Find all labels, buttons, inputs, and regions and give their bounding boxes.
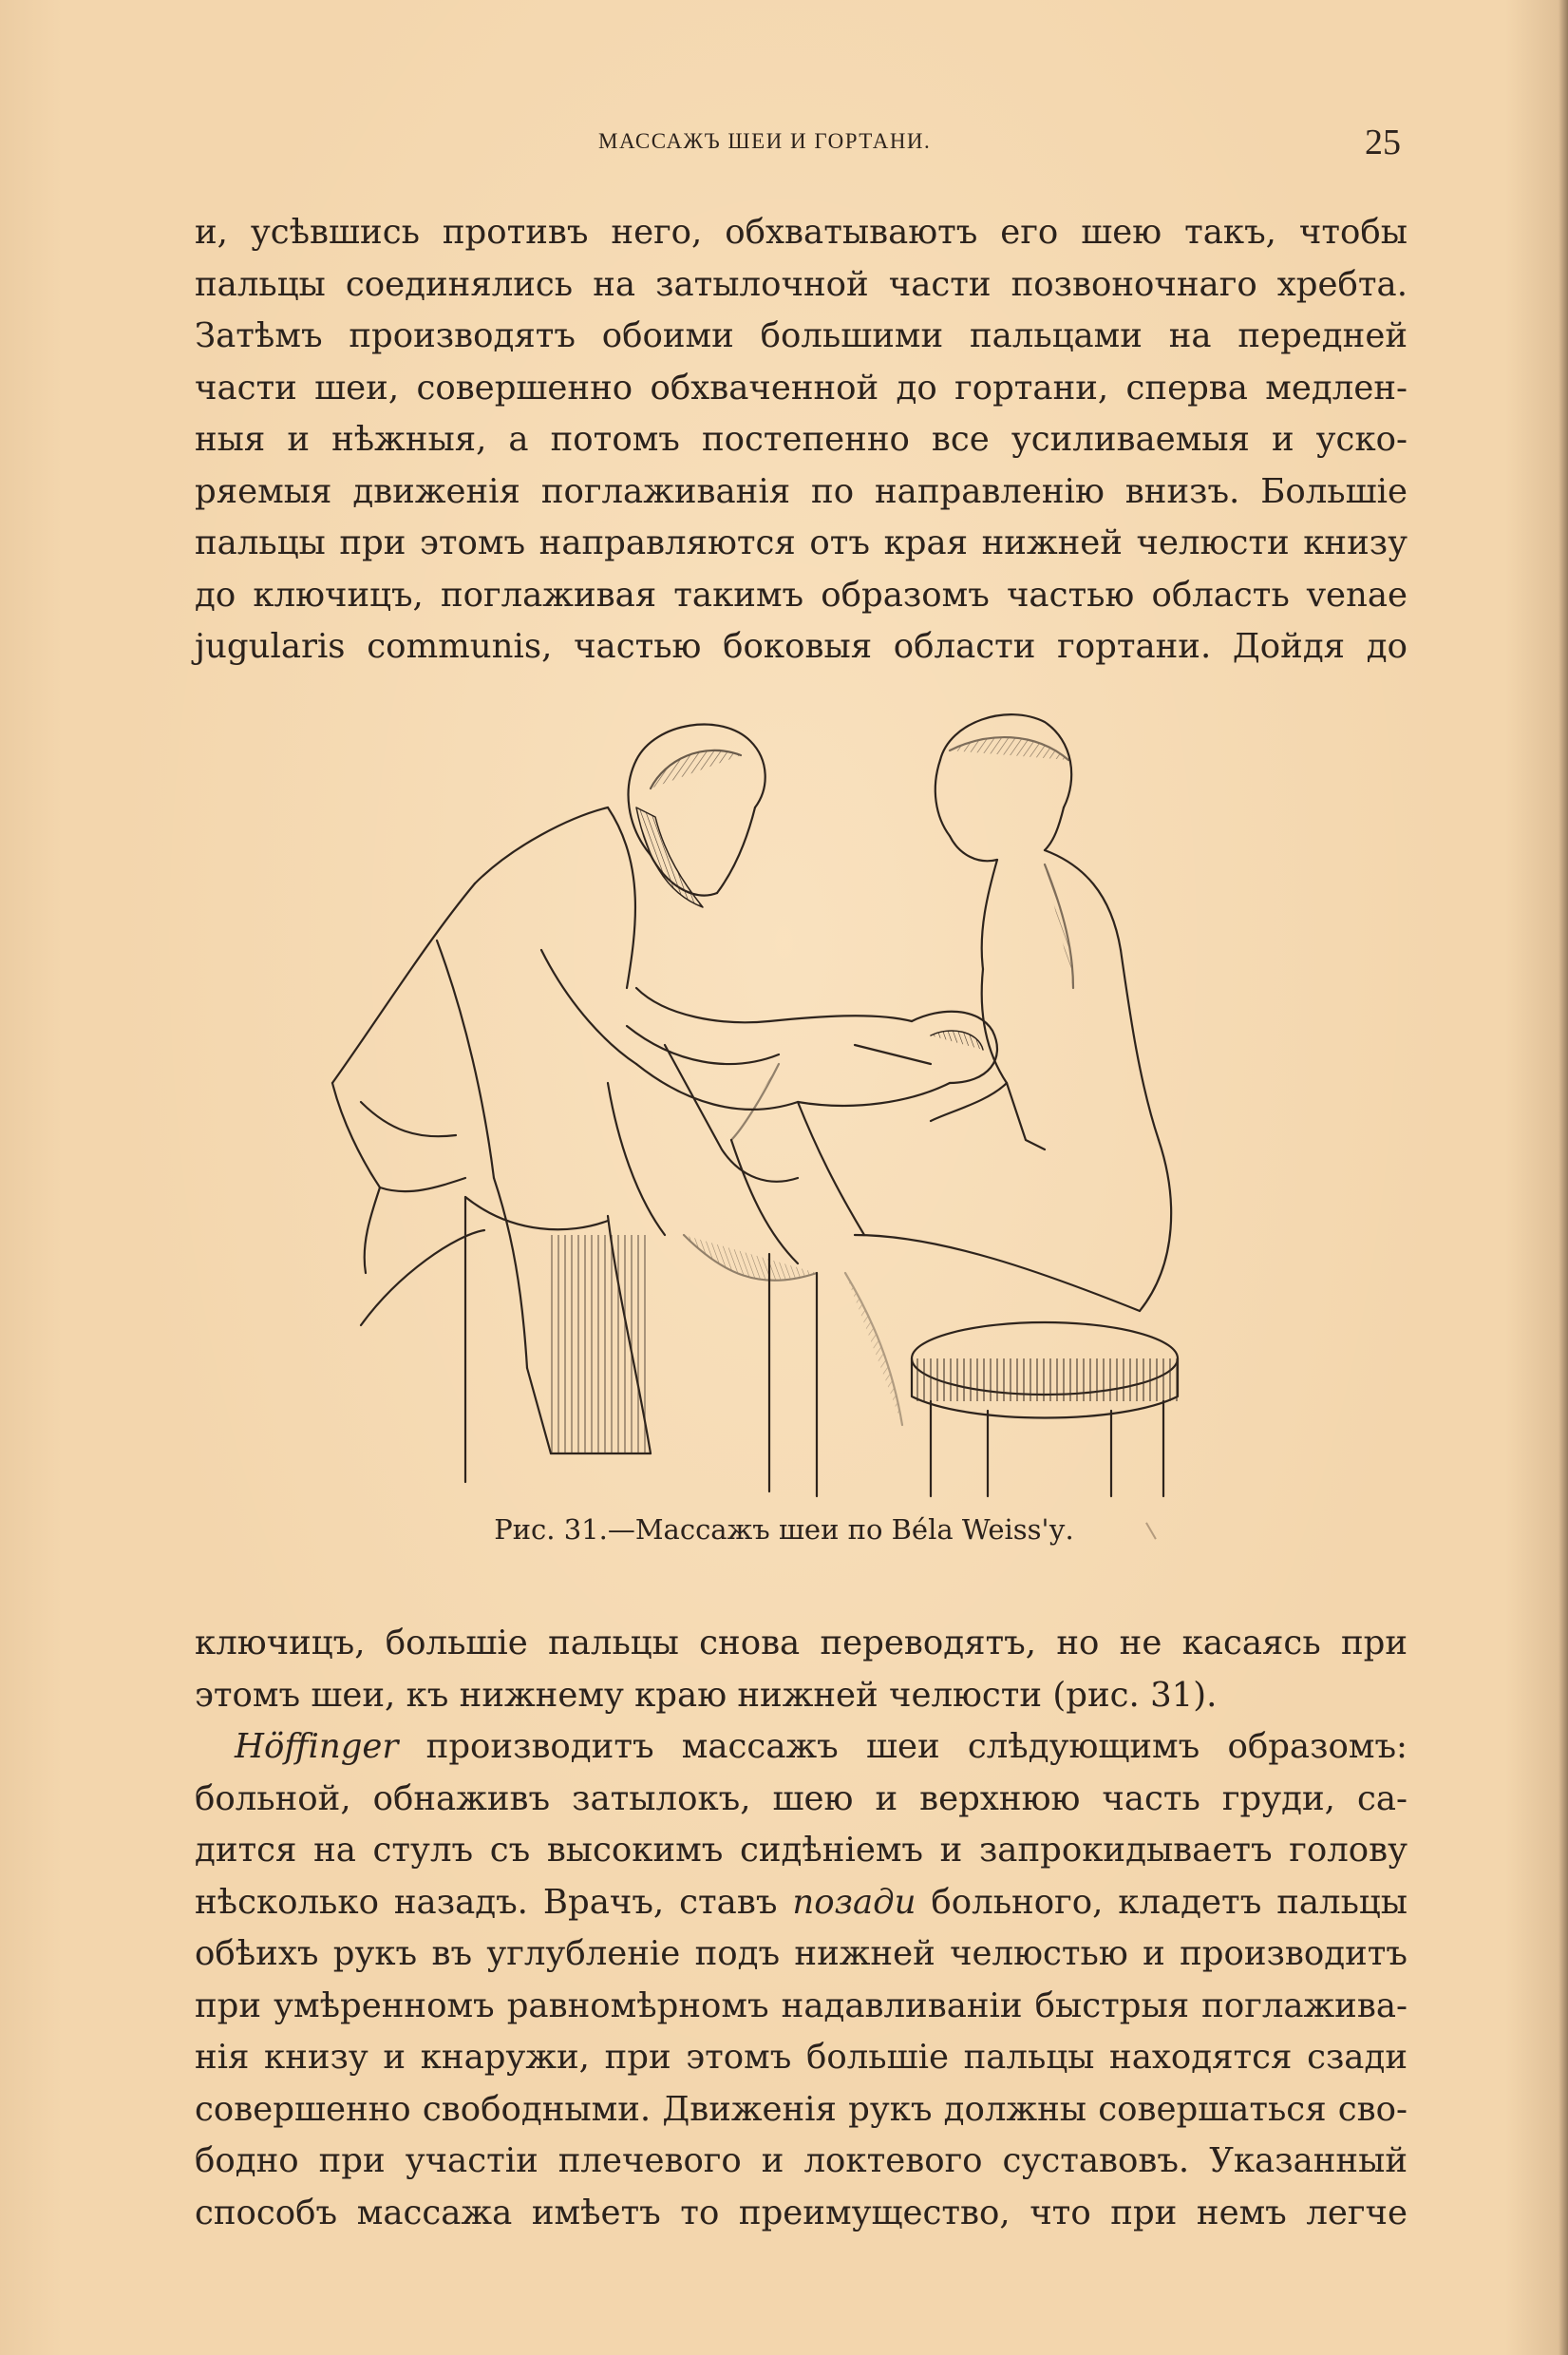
text-line: пальцы соединялись на затылочной части позвоночнаго хребта. xyxy=(195,264,1407,304)
text-line: ныя и нѣжныя, а потомъ постепенно все усиливаемыя и уско- xyxy=(195,420,1407,459)
text-line: пальцы при этомъ направляются отъ края нижней челюсти книзу xyxy=(195,523,1407,562)
paragraph-first-line xyxy=(195,1721,1407,1774)
top-paragraph xyxy=(195,207,1407,674)
text-line: обѣихъ рукъ въ углубленіе подъ нижней челюстью и производитъ xyxy=(195,1934,1407,1973)
text-line: при умѣренномъ равномѣрномъ надавливаніи быстрыя поглажива- xyxy=(195,1985,1407,2025)
running-head: МАССАЖЪ ШЕИ И ГОРТАНИ. xyxy=(598,129,932,153)
text-line-with-italic xyxy=(195,1877,1407,1929)
bottom-paragraphs xyxy=(195,1618,1407,2239)
text-line: до ключицъ, поглаживая такимъ образомъ частью область venae xyxy=(195,575,1407,615)
text-line: части шеи, совершенно обхваченной до гортани, сперва медлен- xyxy=(195,368,1407,408)
page-edge-shadow xyxy=(1559,0,1568,2355)
text-line: нія книзу и кнаружи, при этомъ большіе пальцы находятся сзади xyxy=(195,2038,1407,2077)
text-line: бодно при участіи плечевого и локтевого суставовъ. Указанный xyxy=(195,2141,1407,2180)
text-fragment: больного, кладетъ пальцы xyxy=(916,1882,1408,1922)
text-line: ряемыя движенія поглаживанія по направленію внизъ. Большіе xyxy=(195,471,1407,511)
text-line: способъ массажа имѣетъ то преимущество, что при немъ легче xyxy=(195,2193,1407,2232)
text-line: jugularis communis, частью боковыя области гортани. Дойдя до xyxy=(195,627,1407,666)
text-line: дится на стулъ съ высокимъ сидѣніемъ и запрокидываетъ голову xyxy=(195,1831,1407,1870)
massage-engraving xyxy=(323,703,1311,1501)
text-line: и, усѣвшись противъ него, обхватываютъ его шею такъ, чтобы xyxy=(195,213,1407,252)
italic-word: позади xyxy=(792,1882,916,1922)
text-fragment: производитъ массажъ шеи слѣдующимъ образомъ: xyxy=(425,1727,1407,1766)
figure-illustration xyxy=(323,703,1311,1501)
text-line: ключицъ, большіе пальцы снова переводятъ, но не касаясь при xyxy=(195,1624,1407,1662)
figure-caption: Рис. 31.—Массажъ шеи по Béla Weiss'у. xyxy=(494,1513,1074,1546)
text-line: совершенно свободными. Движенія рукъ должны совершаться сво- xyxy=(195,2089,1407,2129)
text-fragment: нѣсколько назадъ. Врачъ, ставъ xyxy=(195,1882,793,1922)
author-name: Höffinger xyxy=(235,1727,399,1766)
text-line: Затѣмъ производятъ обоими большими пальцами на передней xyxy=(195,316,1407,355)
text-line: больной, обнаживъ затылокъ, шею и верхнюю часть груди, са- xyxy=(195,1778,1407,1818)
page-number: 25 xyxy=(1365,123,1401,162)
text-line: этомъ шеи, къ нижнему краю нижней челюсти (рис. 31). xyxy=(195,1675,1218,1715)
